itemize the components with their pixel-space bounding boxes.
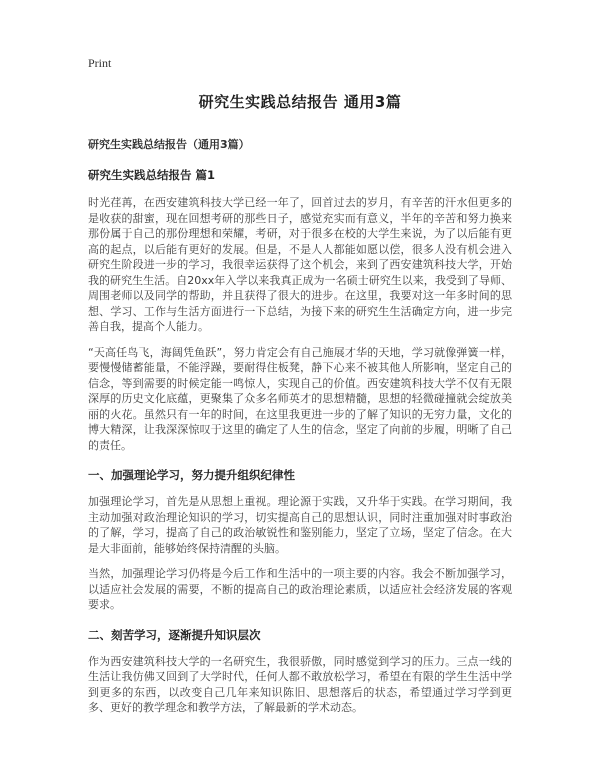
paragraph-intro: 时光荏苒，在西安建筑科技大学已经一年了，回首过去的岁月，有辛苦的汗水但更多的是收获的甜蜜，现在回想考研的那些日子，感觉充实而有意义，半年的辛苦和努力换来那份属于自己的那份理想和荣耀，考研，对于很多在校的大学生来说，为了以后能有更高的起点，以后能有更好的发展。但是，不是人人都能如愿以偿，很多人没有机会进入研究生阶段进一步的学习，我很幸运获得了这个机会，来到了西安建筑科技大学，开始我的研究生生活。自20xx年入学以来我真正成为一名硕士研究生以来，我受到了导师、周围老师以及同学的帮助，并且获得了很大的进步。在这里，我要对这一年多时间的思想、学习、工作与生活方面进行一下总结，为接下来的研究生生活确定方向，进一步完善自我，提高个人能力。 [88,196,512,333]
print-link[interactable]: Print [88,56,112,70]
paragraph-theory-1: 加强理论学习，首先是从思想上重视。理论源于实践，又升华于实践。在学习期间，我主动加强对政治理论知识的学习，切实提高自己的思想认识，同时注重加强对时事政治的了解，学习，提高了自己的政治敏锐性和鉴别能力，坚定了立场，坚定了信念。在大是大非面前，能够始终保持清醒的头脑。 [88,495,512,555]
paragraph-diligent-1: 作为西安建筑科技大学的一名研究生，我很骄傲，同时感觉到学习的压力。三点一线的生活让我仿佛又回到了大学时代，任何人都不敢放松学习，希望在有限的学生生活中学到更多的东西，以改变自己几年来知识陈旧、思想落后的状态，希望通过学习学到更多、更好的教学理念和教学方法，了解最新的学术动态。 [88,654,512,714]
subheading-diligent-study: 二、刻苦学习，逐渐提升知识层次 [88,627,261,642]
page-title: 研究生实践总结报告 通用3篇 [198,93,402,111]
document-subtitle: 研究生实践总结报告（通用3篇） [88,138,250,151]
paragraph-theory-2: 当然，加强理论学习仍将是今后工作和生活中的一项主要的内容。我会不断加强学习，以适应社会发展的需要，不断的提高自己的政治理论素质，以适应社会经济发展的客观要求。 [88,567,512,611]
subheading-theory-study: 一、加强理论学习，努力提升组织纪律性 [88,468,295,482]
section-heading: 研究生实践总结报告 篇1 [88,168,216,182]
paragraph-motto: “天高任鸟飞，海阔凭鱼跃”，努力肯定会有自己施展才华的天地，学习就像弹簧一样，要慢慢储蓄能量，不能浮躁，要耐得住板凳，静下心来不被其他人所影响，坚定自己的信念，等到需要的时候定能一鸣惊人，实现自己的价值。西安建筑科技大学不仅有无限深厚的历史文化底蕴，更聚集了众多名师英才的思想精髓，思想的轻微碰撞就会绽放美丽的火花。虽然只有一年的时间，在这里我更进一步的了解了知识的无穷力量，文化的博大精深，让我深深惊叹于这里的确定了人生的信念，坚定了向前的步履，明晰了自己的责任。 [88,345,512,452]
